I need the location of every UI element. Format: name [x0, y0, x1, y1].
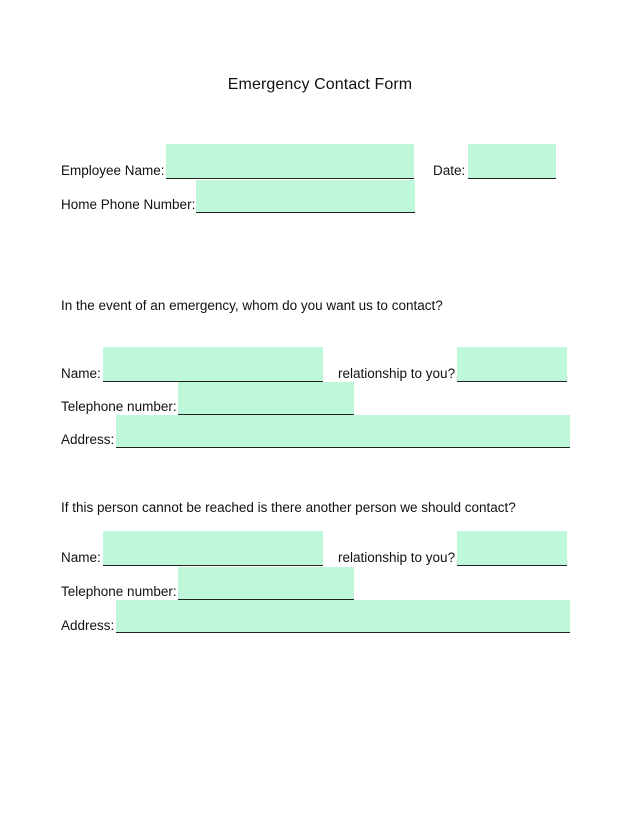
- secondary-name-label: Name:: [61, 550, 101, 565]
- secondary-address-underline: [116, 632, 570, 633]
- secondary-relationship-input[interactable]: [457, 531, 567, 565]
- secondary-relationship-label: relationship to you?: [338, 550, 456, 565]
- date-label: Date:: [433, 163, 466, 178]
- home-phone-label: Home Phone Number:: [61, 197, 196, 212]
- employee-name-underline: [166, 178, 414, 179]
- date-input[interactable]: [468, 144, 556, 178]
- primary-telephone-label: Telephone number:: [61, 399, 177, 414]
- form-title: Emergency Contact Form: [227, 76, 413, 93]
- secondary-contact-prompt: If this person cannot be reached is there another person we should contact?: [61, 500, 516, 515]
- secondary-telephone-input[interactable]: [178, 567, 354, 599]
- primary-relationship-input[interactable]: [457, 347, 567, 381]
- primary-address-underline: [116, 447, 570, 448]
- employee-name-input[interactable]: [166, 144, 414, 178]
- home-phone-underline: [196, 212, 415, 213]
- secondary-relationship-underline: [457, 565, 567, 566]
- secondary-address-input[interactable]: [116, 600, 570, 632]
- secondary-name-input[interactable]: [103, 531, 323, 565]
- secondary-name-underline: [103, 565, 323, 566]
- primary-name-label: Name:: [61, 366, 101, 381]
- primary-relationship-underline: [457, 381, 567, 382]
- date-underline: [468, 178, 556, 179]
- primary-relationship-label: relationship to you?: [338, 366, 456, 381]
- primary-contact-prompt: In the event of an emergency, whom do you want us to contact?: [61, 298, 443, 313]
- employee-name-label: Employee Name:: [61, 163, 165, 178]
- primary-address-input[interactable]: [116, 415, 570, 447]
- home-phone-input[interactable]: [196, 180, 415, 212]
- secondary-address-label: Address:: [61, 618, 115, 633]
- secondary-telephone-label: Telephone number:: [61, 584, 177, 599]
- primary-telephone-input[interactable]: [178, 382, 354, 414]
- primary-name-input[interactable]: [103, 347, 323, 381]
- primary-address-label: Address:: [61, 432, 115, 447]
